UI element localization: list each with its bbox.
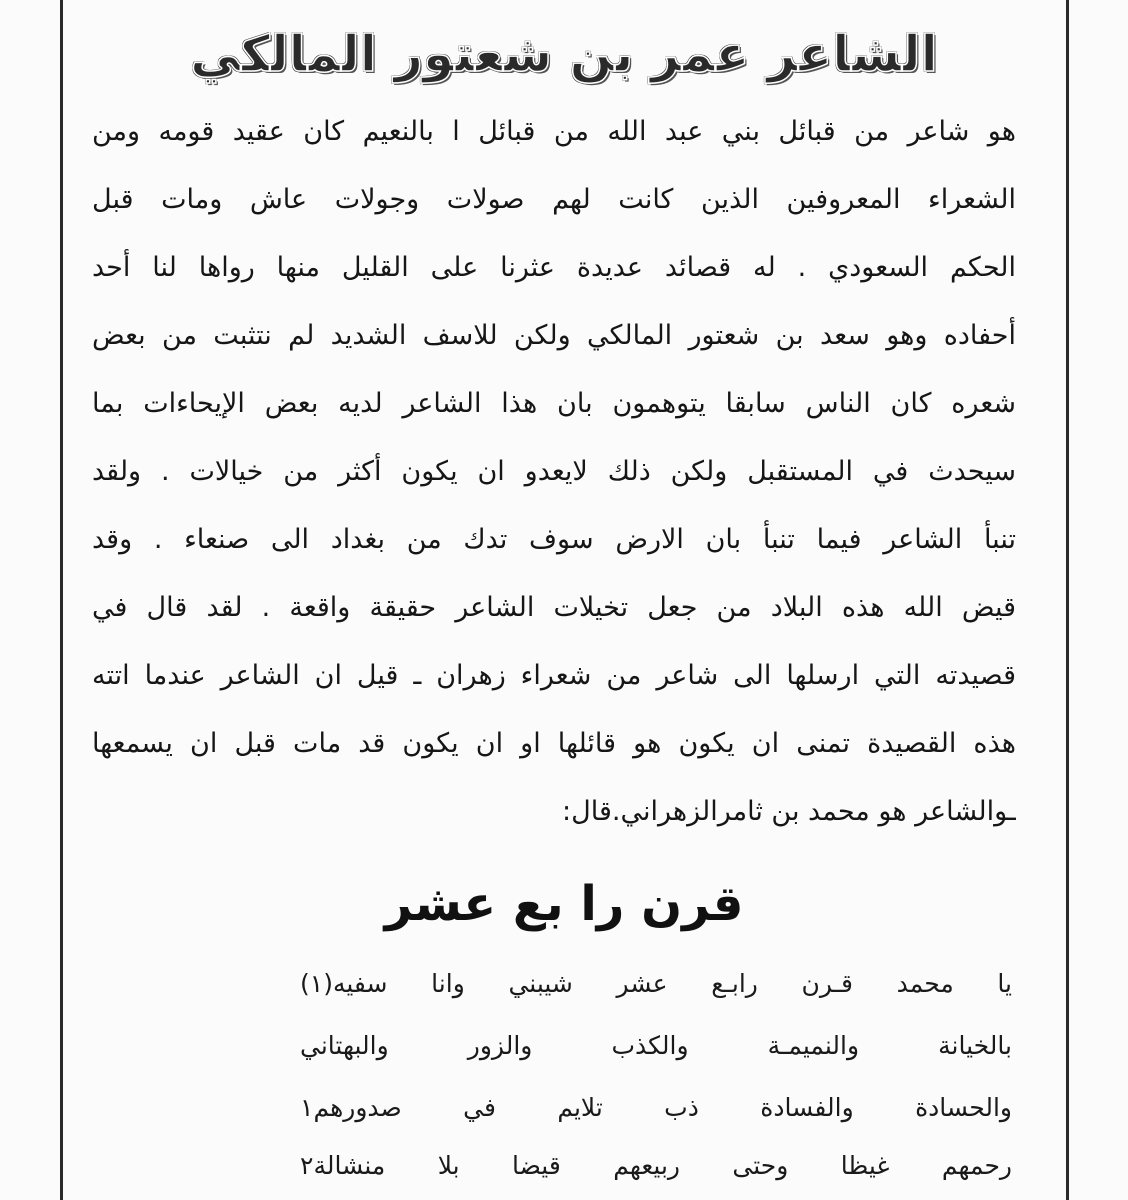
- poem-title: قرن را بع عشر: [384, 876, 744, 932]
- paragraph-line-1: هو شاعر من قبائل بني عبد الله من قبائل ا بالنعيم كان عقيد قومه ومن: [92, 116, 1016, 147]
- paragraph-line-10: هذه القصيدة تمنى ان يكون هو قائلها او ان يكون قد مات قبل ان يسمعها: [92, 728, 1016, 759]
- paragraph-line-7: تنبأ الشاعر فيما تنبأ بان الارض سوف تدك من بغداد الى صنعاء . وقد: [92, 524, 1016, 555]
- paragraph-line-4: أحفاده وهو سعد بن شعتور المالكي ولكن للاسف الشديد لم نتثبت من بعض: [92, 320, 1016, 351]
- poem-line-4: رحمهم غيظا وحتى ربيعهم قيضا بلا منشالة٢: [300, 1151, 1012, 1180]
- paragraph-line-6: سيحدث في المستقبل ولكن ذلك لايعدو ان يكون أكثر من خيالات . ولقد: [92, 456, 1016, 487]
- paragraph-line-3: الحكم السعودي . له قصائد عديدة عثرنا على القليل منها رواها لنا أحد: [92, 252, 1016, 283]
- right-border-line: [1066, 0, 1069, 1200]
- paragraph-line-11: ـوالشاعر هو محمد بن ثامرالزهراني.قال:: [562, 796, 1016, 827]
- left-border-line: [60, 0, 63, 1200]
- paragraph-line-2: الشعراء المعروفين الذين كانت لهم صولات وجولات عاش ومات قبل: [92, 184, 1016, 215]
- paragraph-line-5: شعره كان الناس سابقا يتوهمون بان هذا الشاعر لديه بعض الإيحاءات بما: [92, 388, 1016, 419]
- poem-line-1: يا محمد قـرن رابـع عشر شيبني وانا سفيه(١): [300, 969, 1012, 998]
- poem-line-2: بالخيانة والنميمـة والكذب والزور والبهتاني: [300, 1031, 1012, 1060]
- poem-line-3: والحسادة والفسادة ذب تلايم في صدورهم١: [300, 1093, 1012, 1122]
- paragraph-line-8: قيض الله هذه البلاد من جعل تخيلات الشاعر حقيقة واقعة . لقد قال في: [92, 592, 1016, 623]
- paragraph-line-9: قصيدته التي ارسلها الى شاعر من شعراء زهران ـ قيل ان الشاعر عندما اتته: [92, 660, 1016, 691]
- document-title: الشاعر عمر بن شعتور المالكي: [190, 25, 938, 83]
